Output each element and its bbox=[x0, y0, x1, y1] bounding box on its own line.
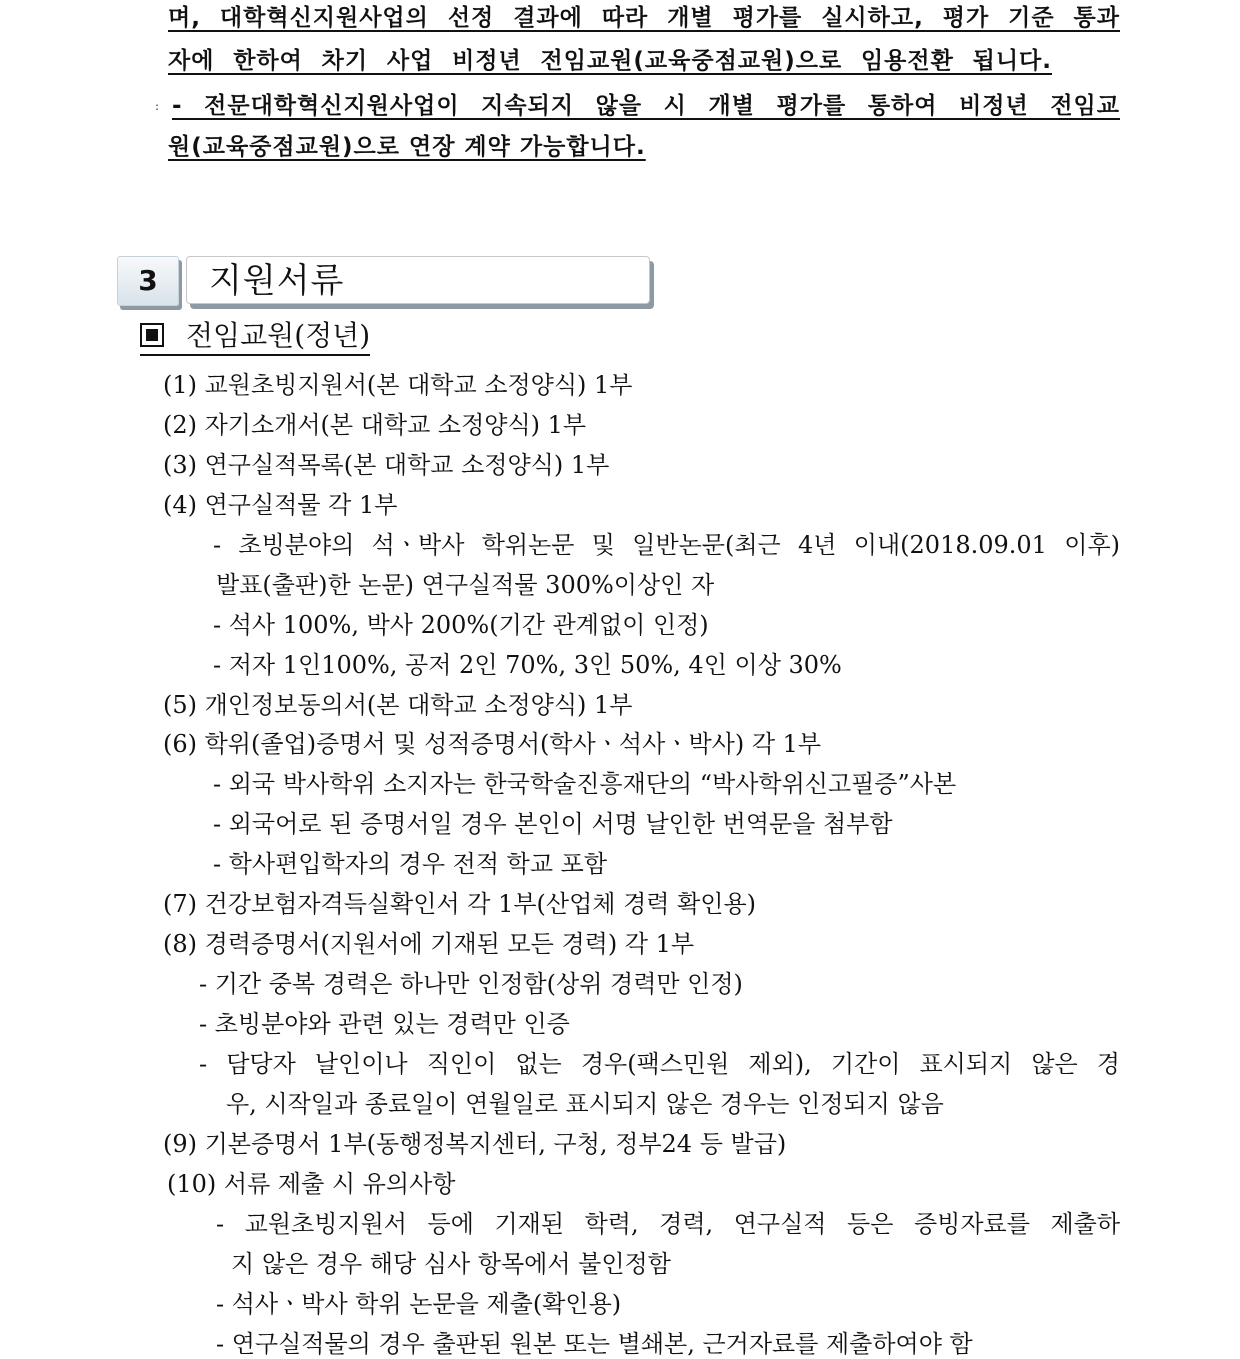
subheading bbox=[140, 318, 370, 356]
section-title-box bbox=[186, 256, 650, 304]
list-item: (8) 경력증명서(지원서에 기재된 모든 경력) 각 1부 bbox=[163, 930, 695, 958]
list-item: (3) 연구실적목록(본 대학교 소정양식) 1부 bbox=[163, 451, 610, 479]
list-subitem: - 외국어로 된 증명서일 경우 본인이 서명 날인한 번역문을 첨부함 bbox=[213, 810, 893, 838]
list-subitem: - 기간 중복 경력은 하나만 인정함(상위 경력만 인정) bbox=[199, 970, 743, 998]
filled-square-icon bbox=[140, 323, 164, 347]
list-subitem: - 교원초빙지원서 등에 기재된 학력, 경력, 연구실적 등은 증빙자료를 제출하 bbox=[216, 1210, 1120, 1238]
section-title: 지원서류 bbox=[209, 261, 345, 301]
list-subitem: - 석사 100%, 박사 200%(기간 관계없이 인정) bbox=[213, 611, 709, 639]
list-subitem: - 외국 박사학위 소지자는 한국학술진흥재단의 “박사학위신고필증”사본 bbox=[213, 770, 957, 798]
list-subitem: - 석사ㆍ박사 학위 논문을 제출(확인용) bbox=[216, 1290, 622, 1318]
list-item: (2) 자기소개서(본 대학교 소정양식) 1부 bbox=[163, 411, 587, 439]
list-subitem: - 담당자 날인이나 직인이 없는 경우(팩스민원 제외), 기간이 표시되지 않은 경 bbox=[199, 1050, 1120, 1078]
list-item: (4) 연구실적물 각 1부 bbox=[163, 491, 398, 519]
intro-line-4: 원(교육중점교원)으로 연장 계약 가능합니다. bbox=[168, 134, 646, 160]
list-item: (10) 서류 제출 시 유의사항 bbox=[167, 1170, 456, 1198]
list-subitem: 우, 시작일과 종료일이 연월일로 표시되지 않은 경우는 인정되지 않음 bbox=[226, 1090, 944, 1118]
subheading-text: 전임교원(정년) bbox=[186, 319, 371, 352]
list-item: (1) 교원초빙지원서(본 대학교 소정양식) 1부 bbox=[163, 371, 633, 399]
intro-line-1: 며, 대학혁신지원사업의 선정 결과에 따라 개별 평가를 실시하고, 평가 기준 통과 bbox=[168, 5, 1120, 31]
list-item: (7) 건강보험자격득실확인서 각 1부(산업체 경력 확인용) bbox=[163, 890, 756, 918]
list-subitem: - 연구실적물의 경우 출판된 원본 또는 별쇄본, 근거자료를 제출하여야 함 bbox=[216, 1330, 973, 1358]
list-item: (5) 개인정보동의서(본 대학교 소정양식) 1부 bbox=[163, 691, 633, 719]
list-subitem: 지 않은 경우 해당 심사 항목에서 불인정함 bbox=[231, 1250, 671, 1278]
list-item: (9) 기본증명서 1부(동행정복지센터, 구청, 정부24 등 발급) bbox=[163, 1130, 787, 1158]
intro-line-2: 자에 한하여 차기 사업 비정년 전임교원(교육중점교원)으로 임용전환 됩니다. bbox=[168, 48, 1052, 74]
list-subitem: - 초빙분야와 관련 있는 경력만 인증 bbox=[199, 1010, 570, 1038]
intro-line-3: - 전문대학혁신지원사업이 지속되지 않을 시 개별 평가를 통하여 비정년 전임교 bbox=[172, 93, 1120, 119]
list-subitem: - 초빙분야의 석ㆍ박사 학위논문 및 일반논문(최근 4년 이내(2018.09.01 이후) bbox=[213, 531, 1120, 559]
section-number: 3 bbox=[117, 256, 179, 306]
list-subitem: - 학사편입학자의 경우 전적 학교 포함 bbox=[213, 850, 608, 878]
list-subitem: - 저자 1인100%, 공저 2인 70%, 3인 50%, 4인 이상 30% bbox=[213, 651, 842, 679]
list-item: (6) 학위(졸업)증명서 및 성적증명서(학사ㆍ석사ㆍ박사) 각 1부 bbox=[163, 730, 822, 758]
list-subitem: 발표(출판)한 논문) 연구실적물 300%이상인 자 bbox=[216, 571, 715, 599]
paragraph-marker: : bbox=[155, 99, 160, 113]
